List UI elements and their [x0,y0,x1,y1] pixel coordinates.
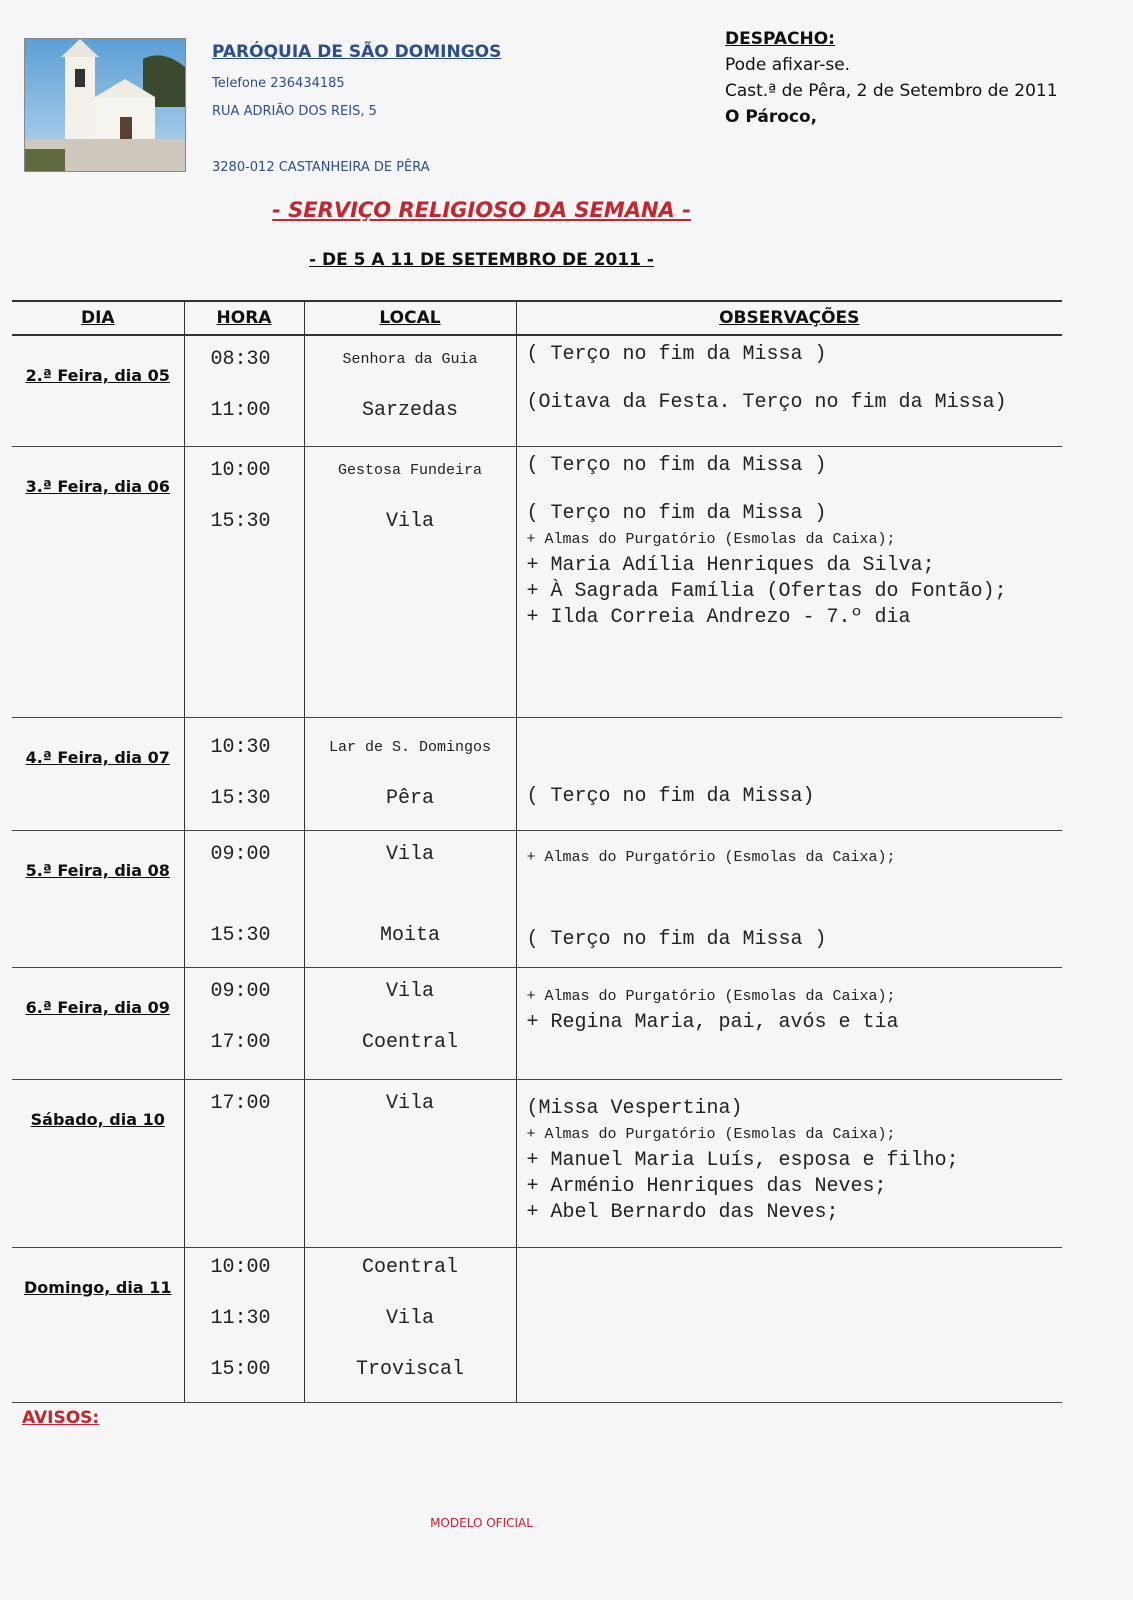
place-cell: Vila Coentral [304,967,516,1079]
day-label: Domingo, dia 11 [12,1247,184,1402]
hour-cell: 10:00 15:30 [184,446,304,717]
place-cell: Lar de S. Domingos Pêra [304,717,516,830]
place-cell: Senhora da Guia Sarzedas [304,335,516,446]
schedule-table [12,300,1062,1403]
observation-line: + Almas do Purgatório (Esmolas da Caixa); [526,530,896,548]
church-photo [24,38,186,172]
observations-cell [516,335,1062,446]
observations-cell [516,967,1062,1079]
table-row [12,717,1062,830]
observations-cell [516,1079,1062,1247]
observation-line: ( Terço no fim da Missa ) [526,927,827,951]
avisos-heading: AVISOS: [22,1408,100,1428]
place-cell: Vila [304,1079,516,1247]
hour-cell: 10:00 11:30 15:00 [184,1247,304,1402]
day-label: 2.ª Feira, dia 05 [12,335,184,446]
parish-phone: Telefone 236434185 [212,76,345,91]
day-label: 4.ª Feira, dia 07 [12,717,184,830]
parish-name: PARÓQUIA DE SÃO DOMINGOS [212,42,502,62]
page-title: - SERVIÇO RELIGIOSO DA SEMANA - [272,198,691,222]
footer-label: MODELO OFICIAL [430,1516,533,1530]
observations-cell [516,830,1062,967]
place-cell: Coentral Vila Troviscal [304,1247,516,1402]
col-observacoes: OBSERVAÇÕES [516,301,1062,335]
place-cell: Vila Moita [304,830,516,967]
observation-line: + À Sagrada Família (Ofertas do Fontão); [526,579,1007,603]
observations-cell [516,1247,1062,1402]
observation-line: + Almas do Purgatório (Esmolas da Caixa); [526,848,896,866]
table-row [12,446,1062,717]
despacho-signature: O Pároco, [725,107,818,127]
observations-cell [516,446,1062,717]
day-label: Sábado, dia 10 [12,1079,184,1247]
day-label: 5.ª Feira, dia 08 [12,830,184,967]
observation-line: + Abel Bernardo das Neves; [526,1200,839,1224]
observation-line: (Missa Vespertina) [526,1096,743,1120]
observation-line: + Arménio Henriques das Neves; [526,1174,887,1198]
despacho-title: DESPACHO: [725,29,835,49]
observation-line: ( Terço no fim da Missa ) [526,453,827,477]
col-hora: HORA [184,301,304,335]
observation-line: + Almas do Purgatório (Esmolas da Caixa); [526,987,896,1005]
table-row [12,335,1062,446]
parish-city: 3280-012 CASTANHEIRA DE PÊRA [212,160,430,175]
table-row [12,1247,1062,1402]
col-dia: DIA [12,301,184,335]
observation-line: ( Terço no fim da Missa ) [526,343,827,366]
day-label: 6.ª Feira, dia 09 [12,967,184,1079]
hour-cell: 09:00 15:30 [184,830,304,967]
hour-cell: 08:30 11:00 [184,335,304,446]
despacho-block [725,26,1058,130]
observation-line: (Oitava da Festa. Terço no fim da Missa) [526,391,1007,414]
hour-cell: 10:30 15:30 [184,717,304,830]
table-row [12,1079,1062,1247]
parish-address: RUA ADRIÃO DOS REIS, 5 [212,104,377,119]
despacho-line: Pode afixar-se. [725,55,851,75]
hour-cell: 09:00 17:00 [184,967,304,1079]
place-cell: Gestosa Fundeira Vila [304,446,516,717]
date-range: - DE 5 A 11 DE SETEMBRO DE 2011 - [309,250,654,270]
table-row [12,830,1062,967]
col-local: LOCAL [304,301,516,335]
despacho-date: Cast.ª de Pêra, 2 de Setembro de 2011 [725,81,1058,101]
hour-cell: 17:00 [184,1079,304,1247]
observations-cell [516,717,1062,830]
observation-line: + Ilda Correia Andrezo - 7.º dia [526,605,911,629]
observation-line: ( Terço no fim da Missa ) [526,501,827,525]
table-row [12,967,1062,1079]
day-label: 3.ª Feira, dia 06 [12,446,184,717]
observation-line: + Maria Adília Henriques da Silva; [526,553,935,577]
table-header [12,301,1062,335]
observation-line: + Almas do Purgatório (Esmolas da Caixa); [526,1125,896,1143]
observation-line: ( Terço no fim da Missa) [526,784,815,808]
observation-line: + Manuel Maria Luís, esposa e filho; [526,1148,959,1172]
observation-line: + Regina Maria, pai, avós e tia [526,1010,899,1034]
